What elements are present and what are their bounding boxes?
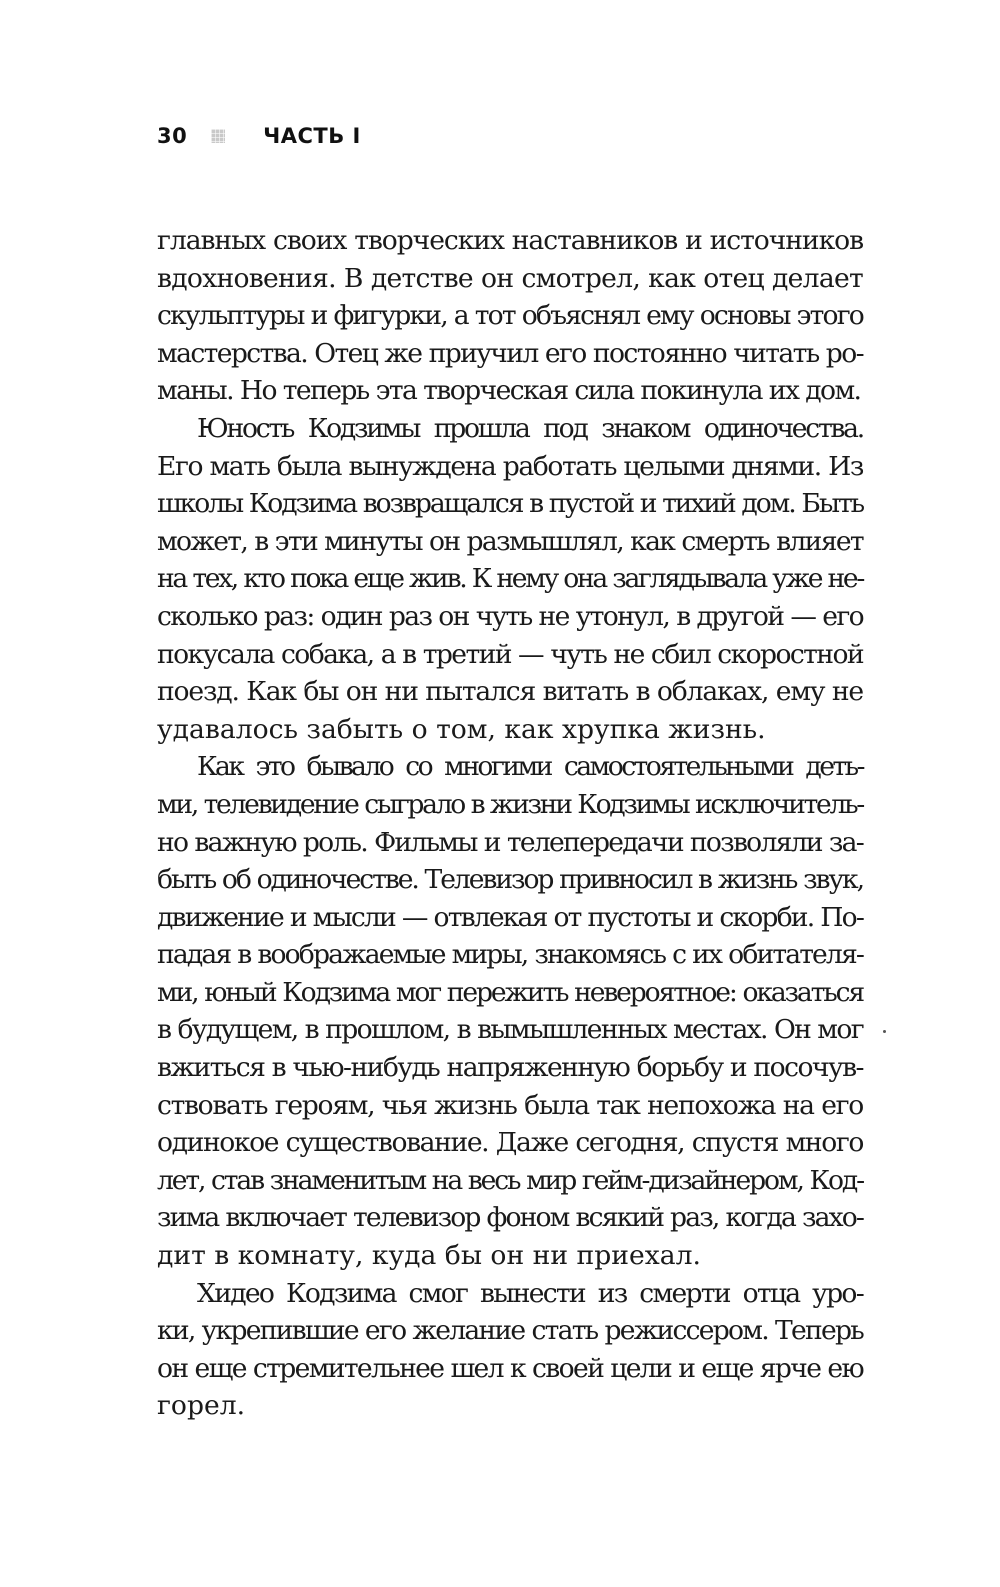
text-line: скульптуры и фигурки, а тот объяснял ему основы этого (157, 300, 863, 332)
text-line: одинокое существование. Даже сегодня, спустя много (157, 1127, 863, 1159)
text-line: Как это бывало со многими самостоятельными деть- (197, 751, 863, 783)
text-line: падая в воображаемые миры, знакомясь с их обитателя- (157, 939, 863, 971)
text-line: удавалось забыть о том, как хрупка жизнь. (157, 713, 766, 745)
text-line: горел. (157, 1390, 246, 1422)
text-line: он еще стремительнее шел к своей цели и еще ярче ею (157, 1352, 863, 1384)
text-line: ки, укрепившие его желание стать режиссером. Теперь (157, 1315, 863, 1347)
text-line: но важную роль. Фильмы и телепередачи позволяли за- (157, 826, 863, 858)
text-line: ми, юный Кодзима мог пережить невероятное: оказаться (157, 976, 863, 1008)
section-title: ЧАСТЬ I (263, 124, 361, 148)
text-line: движение и мысли — отвлекая от пустоты и скорби. По- (157, 901, 863, 933)
paragraph (157, 410, 863, 748)
text-line: вдохновения. В детстве он смотрел, как отец делает (157, 262, 863, 294)
text-line: дит в комнату, куда бы он ни приехал. (157, 1240, 701, 1272)
paragraph (157, 222, 863, 410)
text-line: на тех, кто пока еще жив. К нему она заглядывала уже не- (157, 563, 863, 595)
text-line: сколько раз: один раз он чуть не утонул, в другой — его (157, 600, 863, 632)
square-ornament-icon (211, 129, 225, 143)
text-line: зима включает телевизор фоном всякий раз, когда захо- (157, 1202, 863, 1234)
text-line: мастерства. Отец же приучил его постоянно читать ро- (157, 337, 863, 369)
text-line: покусала собака, а в третий — чуть не сбил скоростной (157, 638, 863, 670)
text-line: школы Кодзима возвращался в пустой и тихий дом. Быть (157, 488, 863, 520)
page-number: 30 (157, 124, 188, 148)
text-line: ствовать героям, чья жизнь была так непохожа на его (157, 1089, 863, 1121)
paragraph (157, 748, 863, 1274)
text-line: в будущем, в прошлом, в вымышленных местах. Он мог (157, 1014, 863, 1046)
print-speck (883, 1030, 886, 1033)
text-line: вжиться в чью-нибудь напряженную борьбу и посочув- (157, 1052, 863, 1084)
body-text (157, 222, 863, 1425)
text-line: Хидео Кодзима смог вынести из смерти отца уро- (197, 1277, 863, 1309)
text-line: лет, став знаменитым на весь мир гейм-дизайнером, Код- (157, 1164, 863, 1196)
text-line: маны. Но теперь эта творческая сила покинула их дом. (157, 375, 861, 407)
running-head (157, 120, 361, 152)
text-line: может, в эти минуты он размышлял, как смерть влияет (157, 525, 863, 557)
text-line: Юность Кодзимы прошла под знаком одиночества. (197, 412, 863, 444)
text-line: ми, телевидение сыграло в жизни Кодзимы исключитель- (157, 788, 863, 820)
text-line: главных своих творческих наставников и источников (157, 225, 863, 256)
text-line: Его мать была вынуждена работать целыми днями. Из (157, 450, 863, 482)
text-line: поезд. Как бы он ни пытался витать в облаках, ему не (157, 676, 863, 708)
text-line: быть об одиночестве. Телевизор привносил в жизнь звук, (157, 864, 863, 896)
paragraph (157, 1275, 863, 1425)
